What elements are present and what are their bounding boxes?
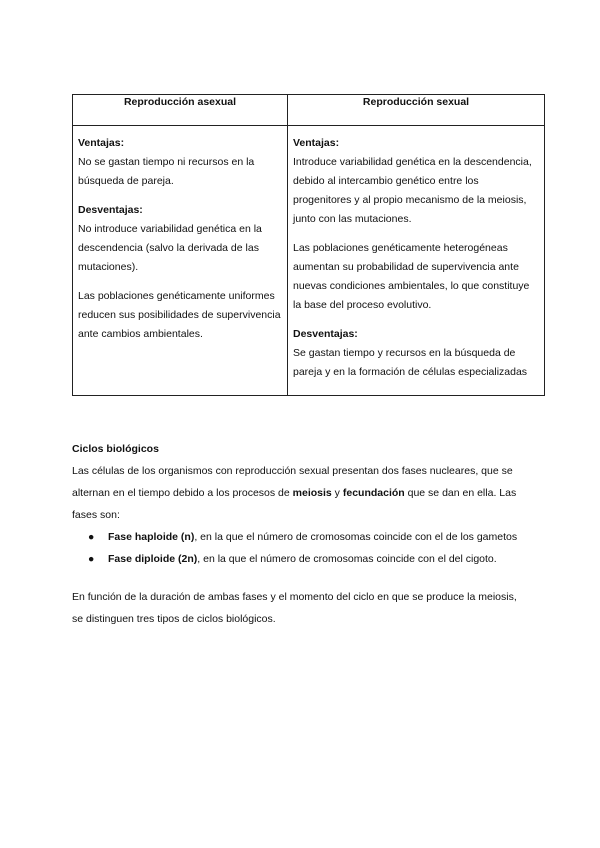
- sexual-cell: [288, 126, 545, 396]
- table-body-row: [73, 126, 545, 396]
- asexual-cell: [73, 126, 288, 396]
- phase-name: Fase diploide (2n): [108, 553, 198, 565]
- asexual-disadvantages-line: No introduce variabilidad genética en la: [78, 223, 262, 235]
- header-asexual: Reproducción asexual: [73, 95, 288, 126]
- sexual-extra-line: Las poblaciones genéticamente heterogéneas: [293, 242, 508, 254]
- asexual-advantages-line: No se gastan tiempo ni recursos en la: [78, 156, 255, 168]
- phases-list: [72, 526, 532, 570]
- phase-description: , en la que el número de cromosomas coincide con el de los gametos: [194, 531, 518, 543]
- paragraph-line: fases son:: [72, 509, 120, 521]
- sexual-extra-line: nuevas condiciones ambientales, lo que constituye: [293, 280, 530, 292]
- asexual-extra-line: Las poblaciones genéticamente uniformes: [78, 290, 275, 302]
- paragraph-line: En función de la duración de ambas fases y el momento del ciclo en que se produce la meiosis,: [72, 591, 517, 603]
- paragraph-line: alternan en el tiempo debido a los procesos de meiosis y fecundación que se dan en ella. Las: [72, 487, 517, 499]
- sexual-disadvantages-title: Desventajas:: [293, 328, 358, 340]
- asexual-extra-line: ante cambios ambientales.: [78, 328, 203, 340]
- asexual-advantages-line: búsqueda de pareja.: [78, 175, 174, 187]
- sexual-advantages-line: progenitores y al propio mecanismo de la meiosis,: [293, 194, 527, 206]
- list-item: [72, 548, 532, 570]
- bullet-icon: ●: [88, 553, 95, 565]
- asexual-advantages-title: Ventajas:: [78, 137, 125, 149]
- section-title: Ciclos biológicos: [72, 443, 159, 455]
- paragraph-line: se distinguen tres tipos de ciclos biológicos.: [72, 613, 276, 625]
- sexual-advantages-line: junto con las mutaciones.: [293, 213, 412, 225]
- asexual-disadvantages-title: Desventajas:: [78, 204, 143, 216]
- term-fecundacion: fecundación: [342, 487, 405, 499]
- header-sexual: Reproducción sexual: [288, 95, 545, 126]
- term-meiosis: meiosis: [292, 487, 332, 499]
- biological-cycles-section: [72, 438, 532, 630]
- phase-description: , en la que el número de cromosomas coincide con el del cigoto.: [197, 553, 497, 565]
- asexual-disadvantages-line: mutaciones).: [78, 261, 139, 273]
- sexual-disadvantages-line: pareja y en la formación de células especializadas: [293, 366, 528, 378]
- sexual-advantages-title: Ventajas:: [293, 137, 340, 149]
- asexual-extra-line: reducen sus posibilidades de supervivencia: [78, 309, 281, 321]
- paragraph-line: Las células de los organismos con reproducción sexual presentan dos fases nucleares, que se: [72, 465, 513, 477]
- list-item: [72, 526, 532, 548]
- table-header-row: [73, 95, 545, 126]
- sexual-advantages-line: Introduce variabilidad genética en la descendencia,: [293, 156, 532, 168]
- phase-name: Fase haploide (n): [108, 531, 195, 543]
- sexual-disadvantages-line: Se gastan tiempo y recursos en la búsqueda de: [293, 347, 516, 359]
- sexual-advantages-line: debido al intercambio genético entre los: [293, 175, 479, 187]
- sexual-extra-line: la base del proceso evolutivo.: [293, 299, 432, 311]
- sexual-extra-line: aumentan su probabilidad de supervivencia ante: [293, 261, 519, 273]
- asexual-disadvantages-line: descendencia (salvo la derivada de las: [78, 242, 259, 254]
- comparison-table: [72, 94, 545, 396]
- bullet-icon: ●: [88, 531, 95, 543]
